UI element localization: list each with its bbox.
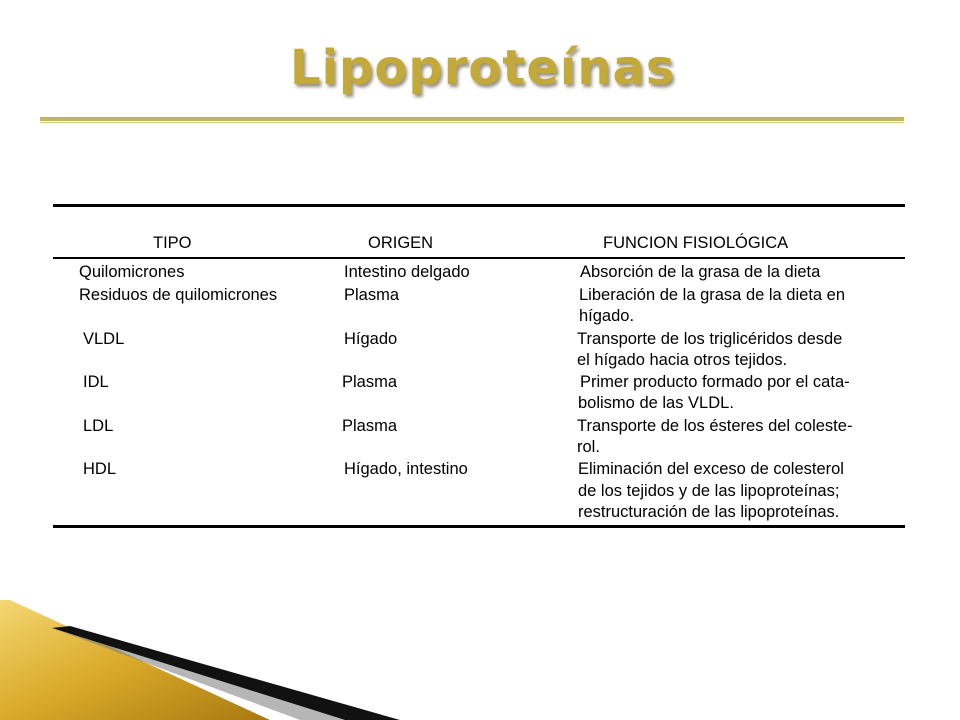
table-bottom-rule bbox=[53, 525, 905, 528]
row-funcion-line: Primer producto formado por el cata- bbox=[580, 373, 850, 391]
row-funcion-line: Transporte de los triglicéridos desde bbox=[577, 330, 843, 348]
title-divider-thin bbox=[40, 122, 904, 123]
row-origen: Plasma bbox=[342, 417, 398, 435]
title-divider bbox=[40, 117, 904, 121]
row-funcion-line: Transporte de los ésteres del coleste- bbox=[577, 417, 853, 435]
row-tipo: LDL bbox=[83, 417, 114, 435]
row-origen: Plasma bbox=[344, 286, 400, 304]
header-tipo: TIPO bbox=[153, 234, 192, 252]
header-funcion: FUNCION FISIOLÓGICA bbox=[603, 234, 789, 252]
header-origen: ORIGEN bbox=[368, 234, 434, 252]
row-funcion-line: Liberación de la grasa de la dieta en bbox=[579, 286, 846, 304]
row-tipo: Residuos de quilomicrones bbox=[79, 286, 278, 304]
row-origen: Plasma bbox=[342, 373, 398, 391]
row-origen: Hígado, intestino bbox=[344, 460, 468, 478]
row-funcion-line: de los tejidos y de las lipoproteínas; bbox=[578, 482, 840, 500]
row-funcion-line: Absorción de la grasa de la dieta bbox=[580, 263, 821, 281]
row-tipo: IDL bbox=[83, 373, 109, 391]
row-funcion-line: rol. bbox=[577, 438, 600, 456]
table-top-rule bbox=[53, 204, 905, 207]
row-tipo: VLDL bbox=[83, 330, 125, 348]
row-tipo: HDL bbox=[83, 460, 117, 478]
corner-decoration bbox=[0, 600, 400, 720]
row-funcion-line: hígado. bbox=[579, 307, 635, 325]
table-header-rule bbox=[53, 257, 905, 259]
row-funcion-line: bolismo de las VLDL. bbox=[578, 394, 734, 412]
slide-title: Lipoproteínas bbox=[290, 40, 676, 96]
row-origen: Hígado bbox=[344, 330, 398, 348]
gold-wedge bbox=[0, 600, 270, 720]
row-funcion-line: restructuración de las lipoproteínas. bbox=[578, 503, 840, 521]
row-tipo: Quilomicrones bbox=[79, 263, 185, 281]
row-funcion-line: el hígado hacia otros tejidos. bbox=[577, 351, 788, 369]
row-funcion-line: Eliminación del exceso de colesterol bbox=[578, 460, 844, 478]
row-origen: Intestino delgado bbox=[344, 263, 470, 281]
